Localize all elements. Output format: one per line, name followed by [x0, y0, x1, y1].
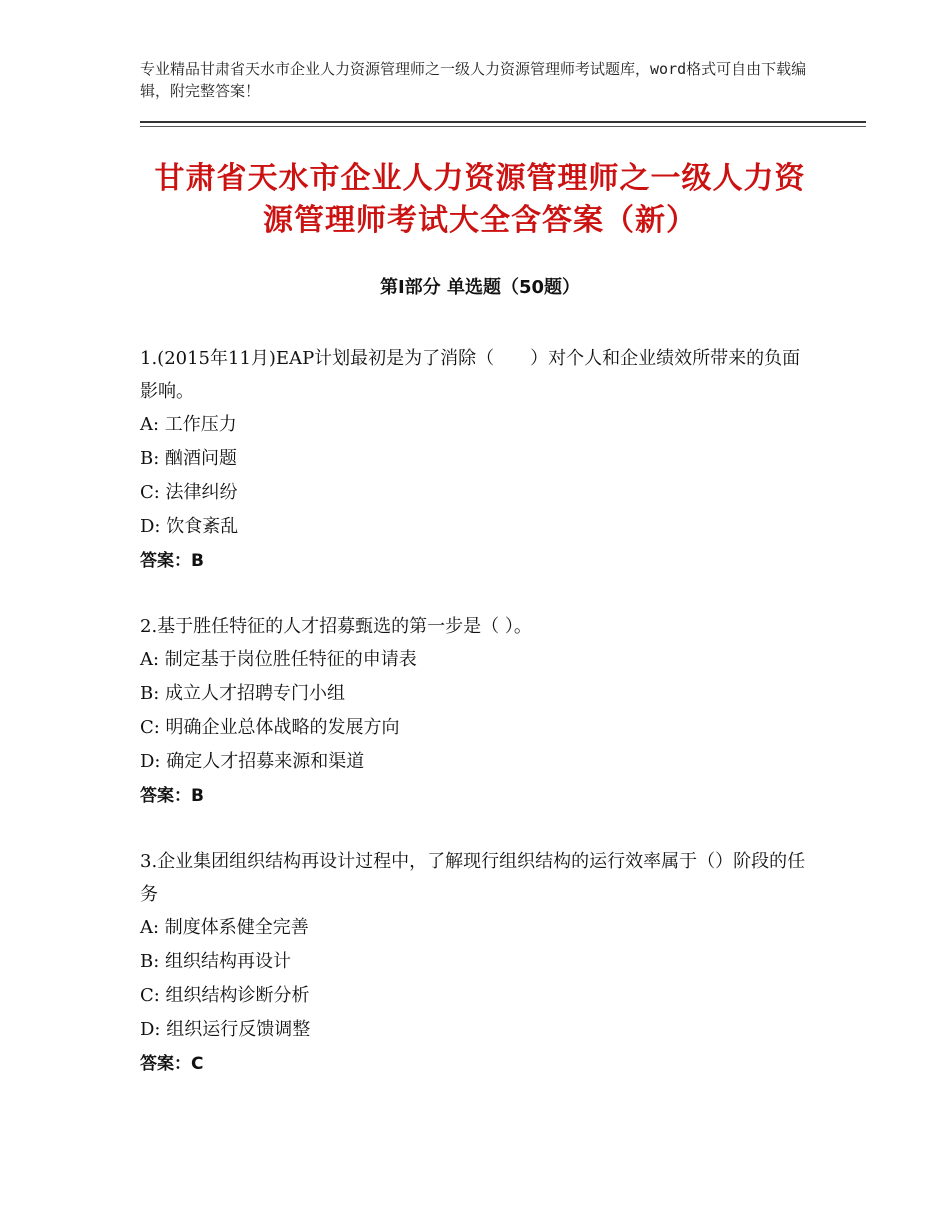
question-stem: 3.企业集团组织结构再设计过程中，了解现行组织结构的运行效率属于（）阶段的任务: [140, 851, 806, 905]
question-stem: 2.基于胜任特征的人才招募甄选的第一步是（ ）。: [140, 616, 532, 637]
option-b: B: 酗酒问题: [140, 448, 238, 469]
answer: 答案：B: [140, 786, 204, 806]
header-rule-thick: [140, 121, 866, 123]
question-2: [140, 610, 810, 813]
option-a: A: 制定基于岗位胜任特征的申请表: [140, 649, 417, 670]
option-d: D: 组织运行反馈调整: [140, 1019, 311, 1040]
header-rule-thin: [140, 126, 866, 127]
question-list: [140, 342, 810, 1113]
option-a: A: 工作压力: [140, 414, 237, 435]
option-b: B: 成立人才招聘专门小组: [140, 683, 346, 704]
question-stem: 1.(2015年11月)EAP计划最初是为了消除（ ）对个人和企业绩效所带来的负面影响。: [140, 348, 801, 402]
option-d: D: 饮食紊乱: [140, 516, 239, 537]
option-b: B: 组织结构再设计: [140, 951, 292, 972]
question-1: [140, 342, 810, 578]
answer: 答案：B: [140, 551, 204, 571]
header-note: 专业精品甘肃省天水市企业人力资源管理师之一级人力资源管理师考试题库，word格式可自由下载编辑，附完整答案！: [140, 60, 807, 100]
option-c: C: 组织结构诊断分析: [140, 985, 310, 1006]
section-title: 第Ⅰ部分 单选题（50题）: [379, 277, 580, 298]
question-3: [140, 845, 810, 1081]
option-d: D: 确定人才招募来源和渠道: [140, 751, 365, 772]
document-title: 甘肃省天水市企业人力资源管理师之一级人力资源管理师考试大全含答案（新）: [154, 161, 806, 238]
option-c: C: 法律纠纷: [140, 482, 238, 503]
answer: 答案：C: [140, 1054, 204, 1074]
option-c: C: 明确企业总体战略的发展方向: [140, 717, 400, 738]
option-a: A: 制度体系健全完善: [140, 917, 309, 938]
